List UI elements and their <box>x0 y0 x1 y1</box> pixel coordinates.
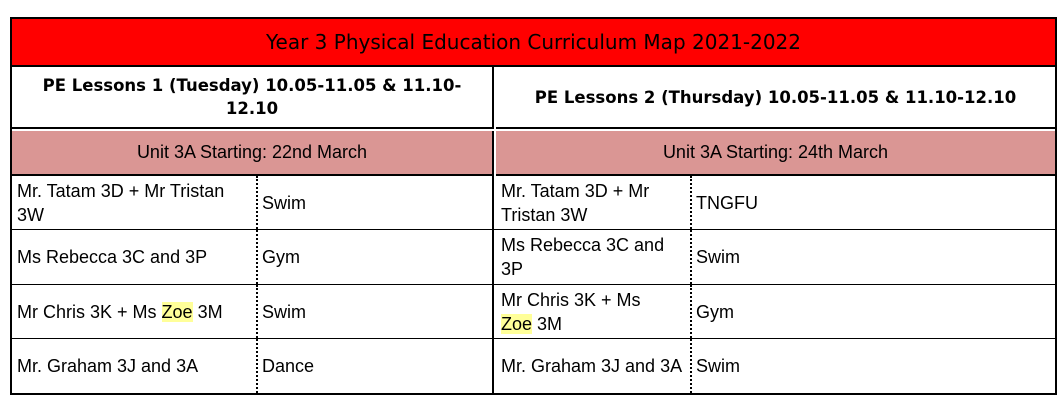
right-teacher-cell <box>496 285 692 338</box>
table-row <box>12 285 1055 339</box>
right-activity-cell: Gym <box>696 301 734 322</box>
lessons-2-header: PE Lessons 2 (Thursday) 10.05-11.05 & 11.10-12.10 <box>496 67 1055 129</box>
right-teacher-cell: Ms Rebecca 3C and 3P <box>496 230 692 284</box>
highlighted-name: Zoe <box>161 301 193 322</box>
left-activity-cell: Dance <box>258 339 494 393</box>
table-row <box>12 176 1055 230</box>
teacher-name-part: Mr Chris 3K + Ms <box>17 301 162 322</box>
right-activity-cell: Swim <box>696 356 740 376</box>
right-teacher-text <box>501 288 646 336</box>
right-activity-cell: TNGFU <box>696 192 758 213</box>
left-teacher-cell: Mr. Graham 3J and 3A <box>12 339 258 393</box>
unit-right-start: Unit 3A Starting: 24th March <box>496 131 1055 176</box>
curriculum-table <box>10 17 1057 395</box>
highlighted-name: Zoe <box>501 313 533 334</box>
unit-left-start: Unit 3A Starting: 22nd March <box>12 131 494 176</box>
table-row <box>12 230 1055 285</box>
left-activity-cell: Gym <box>258 230 494 284</box>
class-code: 3M <box>532 313 563 334</box>
table-title: Year 3 Physical Education Curriculum Map 2021-2022 <box>12 19 1055 67</box>
class-code: 3M <box>192 301 223 322</box>
right-teacher-cell: Mr. Tatam 3D + Mr Tristan 3W <box>496 176 692 229</box>
lessons-1-header: PE Lessons 1 (Tuesday) 10.05-11.05 & 11.10-12.10 <box>12 67 494 129</box>
teacher-name-part: Mr Chris 3K + Ms <box>501 289 646 310</box>
right-activity-cell: Swim <box>696 247 740 267</box>
table-row <box>12 339 1055 393</box>
left-teacher-cell: Ms Rebecca 3C and 3P <box>12 230 258 284</box>
left-teacher-cell: Mr. Tatam 3D + Mr Tristan 3W <box>12 176 258 229</box>
left-activity-cell: Swim <box>258 285 494 338</box>
left-teacher-cell <box>12 285 258 338</box>
left-activity-cell: Swim <box>258 176 494 229</box>
left-teacher-text <box>17 300 223 324</box>
right-teacher-cell: Mr. Graham 3J and 3A <box>496 339 692 393</box>
